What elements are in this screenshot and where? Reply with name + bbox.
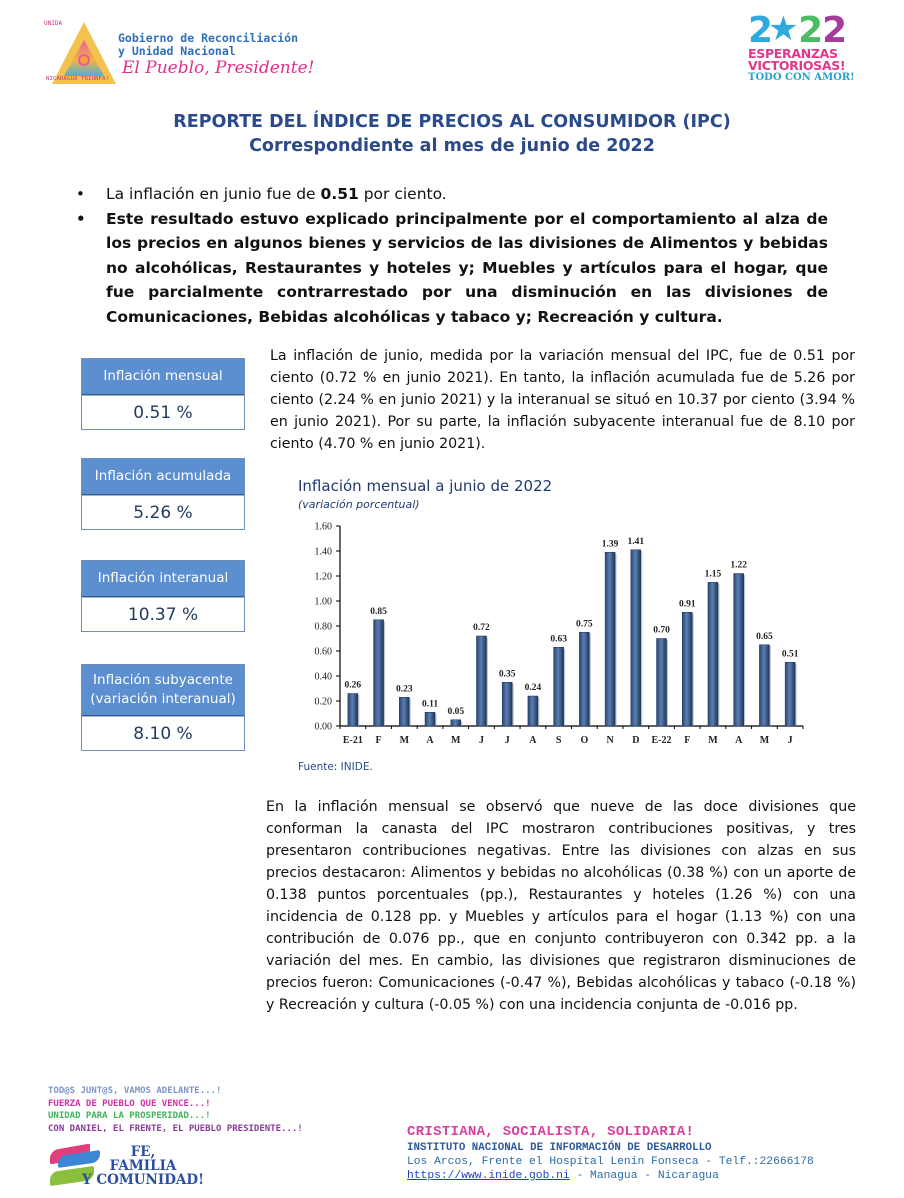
inflation-summary-paragraph: La inflación de junio, medida por la variación mensual del IPC, fue de 0.51 por ciento (0.72 % en junio 2021). En tanto, la inflación acumulada fue de 5.26 por ciento (2.24 % en junio 2021) y la interanual se situó en 10.37 por ciento (3.94 % en junio 2021). Por su parte, la inflación subyacente interanual fue de 8.10 por ciento (4.70 % en junio 2021). bbox=[270, 348, 855, 452]
chart-subtitle: (variación porcentual) bbox=[298, 498, 420, 511]
institution-address: Los Arcos, Frente el Hospital Lenin Fonseca - Telf.:22666178 bbox=[407, 1156, 814, 1168]
bar-value-label: 0.65 bbox=[756, 631, 773, 642]
logo-line3: TODO CON AMOR! bbox=[748, 72, 855, 83]
title-line1: REPORTE DEL ÍNDICE DE PRECIOS AL CONSUMIDOR (IPC) bbox=[173, 112, 731, 132]
y-tick-label: 1.20 bbox=[314, 571, 332, 583]
x-tick-label: J bbox=[504, 735, 510, 746]
bar-value-label: 0.26 bbox=[344, 680, 362, 691]
x-tick-label: E-22 bbox=[651, 735, 672, 746]
bar bbox=[759, 645, 769, 726]
bullet-value: 0.51 bbox=[320, 185, 359, 203]
page-title bbox=[0, 110, 904, 158]
x-tick-label: O bbox=[580, 735, 589, 746]
x-tick-label: J bbox=[787, 735, 793, 746]
x-tick-label: N bbox=[606, 735, 614, 746]
year-digit: 2 bbox=[798, 10, 823, 51]
title-line2: Correspondiente al mes de junio de 2022 bbox=[249, 136, 655, 156]
bar bbox=[657, 639, 667, 727]
y-tick-label: 0.20 bbox=[314, 696, 332, 708]
slogan-line: TOD@S JUNT@S, VAMOS ADELANTE...! bbox=[48, 1086, 222, 1096]
x-tick-label: A bbox=[529, 735, 537, 746]
divisions-paragraph: En la inflación mensual se observó que nueve de las doce divisiones que conforman la canasta del IPC mostraron contribuciones positivas, y tres presentaron contribuciones negativas. Entre las divisiones con alzas en sus precios destacaron: Alimentos y bebidas no alcohólicas (0.38 %) con un aporte de 0.138 puntos porcentuales (pp.), Restaurantes y hoteles (1.26 %) con una incidencia de 0.128 pp. y Muebles y artículos para el hogar (1.13 %) con una contribución de 0.076 pp., que en conjunto contribuyeron con 0.342 pp. a la variación del mes. En cambio, las divisiones que registraron disminuciones de precios fueron: Comunicaciones (-0.47 %), Bebidas alcohólicas y tabaco (-0.18 %) y Recreación y cultura (-0.05 %) con una incidencia conjunta de -0.016 pp. bbox=[266, 799, 856, 1013]
chart-source: Fuente: INIDE. bbox=[298, 761, 373, 773]
bar-value-label: 0.23 bbox=[395, 684, 413, 695]
bar-value-label: 0.70 bbox=[653, 625, 670, 636]
bar bbox=[476, 636, 486, 726]
fe-logo-line: Y COMUNIDAD! bbox=[81, 1172, 205, 1188]
y-tick-label: 1.40 bbox=[314, 546, 332, 558]
y-tick-label: 0.40 bbox=[314, 671, 332, 683]
bar bbox=[605, 552, 615, 726]
x-tick-label: M bbox=[708, 735, 718, 746]
x-tick-label: F bbox=[684, 735, 691, 746]
government-name-line2: y Unidad Nacional bbox=[118, 44, 236, 58]
government-logo bbox=[44, 18, 324, 88]
institution-location: - Managua - Nicaragua bbox=[569, 1170, 719, 1182]
logo-line2: VICTORIOSAS! bbox=[748, 58, 846, 73]
bar-value-label: 1.22 bbox=[730, 560, 748, 571]
bar bbox=[785, 662, 795, 726]
slogan-line: UNIDAD PARA LA PROSPERIDAD...! bbox=[48, 1111, 211, 1121]
bar-value-label: 1.15 bbox=[704, 569, 722, 580]
bar bbox=[682, 612, 692, 726]
logo-line1: ESPERANZAS bbox=[748, 46, 838, 61]
bar-value-label: 0.63 bbox=[550, 634, 567, 645]
government-name-line1: Gobierno de Reconciliación bbox=[118, 31, 299, 45]
y-tick-label: 0.60 bbox=[314, 646, 332, 658]
bar-value-label: 0.91 bbox=[678, 599, 696, 610]
sun-icon bbox=[78, 54, 90, 66]
fe-logo-text bbox=[78, 1145, 208, 1187]
bar bbox=[554, 647, 564, 726]
bar bbox=[399, 697, 409, 726]
bar bbox=[579, 632, 589, 726]
bar-value-label: 0.24 bbox=[524, 683, 542, 693]
kpi-label: Inflación subyacente (variación interanual) bbox=[82, 665, 244, 716]
bullet-text: por ciento. bbox=[358, 185, 447, 203]
y-tick-label: 0.80 bbox=[314, 621, 332, 633]
bar-value-label: 0.05 bbox=[447, 706, 465, 717]
star-digit bbox=[768, 9, 798, 49]
website-link[interactable]: https://www.inide.gob.ni bbox=[407, 1170, 570, 1182]
fe-logo-line: FE, bbox=[130, 1144, 156, 1160]
x-tick-label: S bbox=[555, 735, 562, 746]
institution-name: INSTITUTO NACIONAL DE INFORMACIÓN DE DESARROLLO bbox=[407, 1142, 712, 1154]
bullet-item bbox=[76, 182, 828, 207]
year-digits bbox=[748, 9, 860, 51]
footer-slogans bbox=[48, 1085, 303, 1135]
bar-value-label: 0.75 bbox=[576, 619, 593, 630]
kpi-inflacion-interanual bbox=[81, 560, 245, 632]
x-tick-label: A bbox=[426, 735, 434, 746]
bullet-text: La inflación en junio fue de bbox=[106, 185, 321, 203]
x-tick-label: J bbox=[478, 735, 484, 746]
kpi-inflacion-mensual bbox=[81, 358, 245, 430]
institution-web bbox=[407, 1169, 814, 1183]
slogan-line: FUERZA DE PUEBLO QUE VENCE...! bbox=[48, 1098, 211, 1109]
government-name bbox=[118, 32, 298, 58]
monthly-inflation-bar-chart bbox=[290, 515, 820, 755]
kpi-inflacion-subyacente bbox=[81, 664, 245, 751]
bar bbox=[631, 550, 641, 726]
bar-value-label: 0.85 bbox=[370, 606, 387, 617]
kpi-label: Inflación interanual bbox=[82, 561, 244, 597]
bar-value-label: 0.72 bbox=[473, 623, 490, 633]
kpi-value: 8.10 % bbox=[82, 716, 244, 750]
fe-logo-line: FAMILIA bbox=[109, 1158, 177, 1174]
bar bbox=[425, 712, 435, 726]
x-tick-label: D bbox=[632, 735, 640, 746]
year-digit: 2 bbox=[748, 10, 773, 51]
x-tick-label: F bbox=[375, 735, 382, 746]
bar bbox=[451, 720, 461, 726]
bar-value-label: 0.35 bbox=[498, 669, 516, 680]
bar-value-label: 1.39 bbox=[601, 539, 619, 550]
kpi-label: Inflación mensual bbox=[82, 359, 244, 395]
bar bbox=[528, 696, 538, 726]
bar-value-label: 1.41 bbox=[627, 536, 645, 547]
bar-value-label: 0.11 bbox=[421, 699, 439, 710]
y-tick-label: 1.60 bbox=[314, 521, 332, 533]
star-icon: ★ bbox=[768, 9, 798, 49]
emblem-ring-text: UNIDA bbox=[44, 20, 63, 27]
slogan-line: CON DANIEL, EL FRENTE, EL PUEBLO PRESIDENTE...! bbox=[48, 1123, 303, 1134]
government-slogan: El Pueblo, Presidente! bbox=[122, 58, 315, 78]
bar bbox=[708, 582, 718, 726]
bar-value-label: 0.51 bbox=[781, 649, 799, 660]
x-tick-label: E-21 bbox=[342, 735, 363, 746]
x-tick-label: A bbox=[735, 735, 743, 746]
x-tick-label: M bbox=[451, 735, 461, 746]
x-tick-label: M bbox=[399, 735, 410, 746]
bar bbox=[734, 574, 744, 727]
y-tick-label: 0.00 bbox=[314, 721, 332, 733]
kpi-inflacion-acumulada bbox=[81, 458, 245, 530]
kpi-value: 10.37 % bbox=[82, 597, 244, 631]
year-2022-logo bbox=[748, 9, 860, 84]
year-digit: 2 bbox=[822, 10, 847, 51]
institution-info bbox=[407, 1124, 814, 1183]
bar bbox=[348, 694, 358, 727]
kpi-label: Inflación acumulada bbox=[82, 459, 244, 495]
bar bbox=[374, 620, 384, 726]
y-tick-label: 1.00 bbox=[314, 596, 332, 608]
institution-motto: CRISTIANA, SOCIALISTA, SOLIDARIA! bbox=[407, 1124, 695, 1140]
chart-title: Inflación mensual a junio de 2022 bbox=[298, 477, 553, 495]
bar bbox=[502, 682, 512, 726]
bullet-item: • Este resultado estuvo explicado principalmente por el comportamiento al alza de los precios en algunos bienes y servicios de las divisiones de Alimentos y bebidas no alcohólicas, Restaurantes y hoteles y; Muebles y artículos para el hogar, que fue parcialmente contrarrestado por una disminución en las divisiones de Comunicaciones, Bebidas alcohólicas y tabaco y; Recreación y cultura. bbox=[76, 207, 828, 330]
fe-familia-comunidad-logo bbox=[48, 1145, 208, 1193]
x-tick-label: M bbox=[759, 735, 770, 746]
kpi-value: 5.26 % bbox=[82, 495, 244, 529]
emblem-ring-text-bottom: NICARAGUA TRIUNFA! bbox=[46, 76, 110, 82]
kpi-value: 0.51 % bbox=[82, 395, 244, 429]
summary-bullets bbox=[76, 182, 828, 329]
